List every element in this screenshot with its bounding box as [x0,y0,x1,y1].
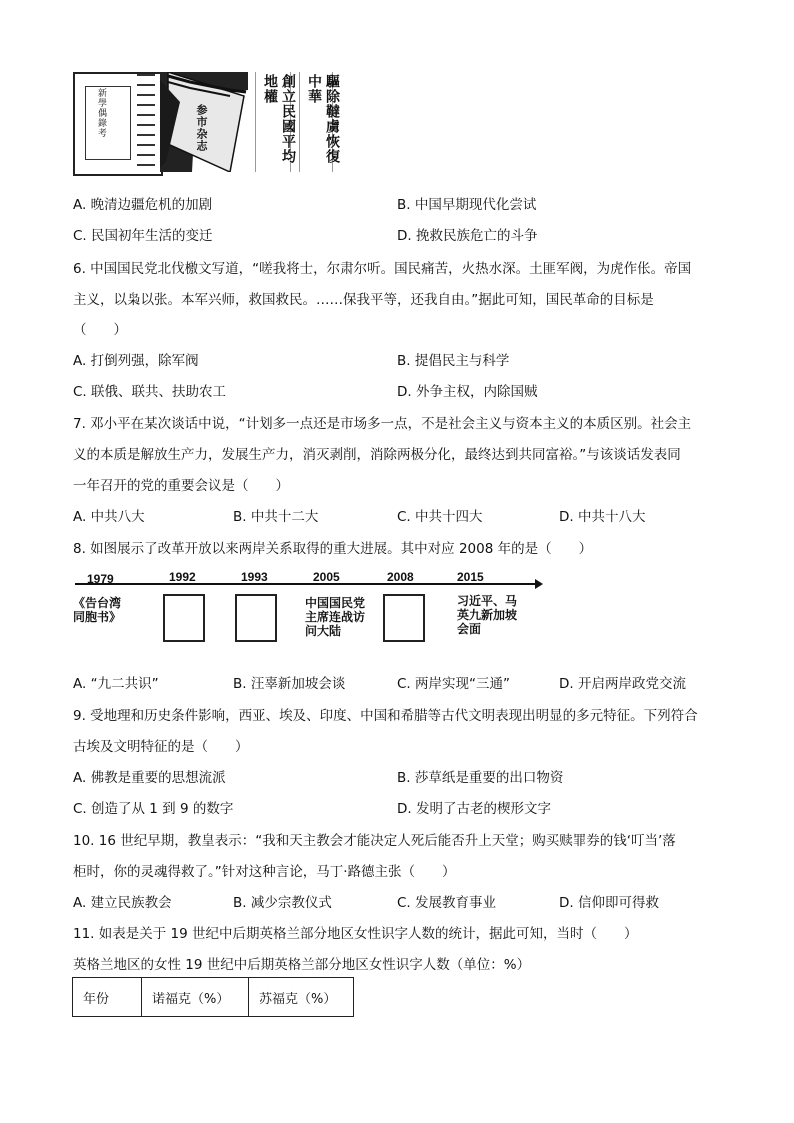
q6-answer-blank: （ ） [73,322,127,338]
timeline-blank-box-1992 [163,594,205,642]
q8-timeline [73,566,543,656]
book-title-text: 新學偶錄考 [96,88,106,138]
q5-option-a[interactable]: A. 晚清边疆危机的加剧 [73,197,213,213]
q8-stem-line1: 8. 如图展示了改革开放以来两岸关系取得的重大进展。其中对应 2008 年的是（ ） [73,541,593,557]
q7-option-b[interactable]: B. 中共十二大 [233,509,319,525]
timeline-year-2015: 2015 [457,570,484,584]
flag-banner-image [160,72,248,172]
q10-stem-line2: 柜时，你的灵魂得救了。”针对这种言论，马丁·路德主张（ ） [73,864,456,880]
q9-option-b[interactable]: B. 莎草纸是重要的出口物资 [397,770,564,786]
timeline-year-2005: 2005 [313,570,340,584]
q11-table-caption: 英格兰地区的女性 19 世纪中后期英格兰部分地区女性识字人数（单位：%） [73,957,531,973]
book-label [85,86,131,160]
q8-option-d[interactable]: D. 开启两岸政党交流 [559,676,686,692]
q10-stem-line1: 10. 16 世纪早期，教皇表示：“我和天主教会才能决定人死后能否升上天堂；购买赎罪券的钱‘叮当’落 [73,833,676,849]
q6-option-d[interactable]: D. 外争主权，内除国贼 [397,384,538,400]
q6-stem-line2: 主义，以枭以张。本军兴师，救国救民。……保我平等，还我自由。”据此可知，国民革命的目标是 [73,292,654,308]
table-header-row [73,978,354,1017]
q10-option-a[interactable]: A. 建立民族教会 [73,895,172,911]
timeline-event-1979: 《告台湾同胞书》 [73,596,122,624]
q7-option-d[interactable]: D. 中共十八大 [559,509,646,525]
timeline-year-1992: 1992 [169,570,196,584]
q10-option-d[interactable]: D. 信仰即可得救 [559,895,659,911]
q5-option-b[interactable]: B. 中国早期现代化尝试 [397,197,537,213]
q9-stem-line1: 9. 受地理和历史条件影响，西亚、埃及、印度、中国和希腊等古代文明表现出明显的多元特征。下列符合 [73,708,698,724]
q6-stem-line1: 6. 中国国民党北伐檄文写道，“嗟我将士，尔肃尔听。国民痛苦，火热水深。土匪军阀，为虎作伥。帝国 [73,261,692,277]
q6-option-c[interactable]: C. 联俄、联共、扶助农工 [73,384,227,400]
timeline-blank-box-2008 [383,594,425,642]
q9-stem-line2: 古埃及文明特征的是（ ） [73,739,249,755]
scroll-text-left: 創立民國平均地權 [262,74,296,164]
q9-option-a[interactable]: A. 佛教是重要的思想流派 [73,770,226,786]
q5-option-c[interactable]: C. 民国初年生活的变迁 [73,228,213,244]
q7-stem-line2: 义的本质是解放生产力，发展生产力，消灭剥削，消除两极分化，最终达到共同富裕。”与该谈话发表同 [73,447,681,463]
timeline-event-2005: 中国国民党主席连战访问大陆 [305,596,366,638]
banner-text: 参市杂志 [195,104,208,152]
q6-option-b[interactable]: B. 提倡民主与科学 [397,353,510,369]
q8-option-b[interactable]: B. 汪辜新加坡会谈 [233,676,346,692]
q8-option-a[interactable]: A. “九二共识” [73,676,159,692]
table-header-norfolk: 诺福克（%） [142,978,249,1017]
q7-stem-line1: 7. 邓小平在某次谈话中说，“计划多一点还是市场多一点，不是社会主义与资本主义的本质区别。社会主 [73,416,692,432]
q10-option-c[interactable]: C. 发展教育事业 [397,895,497,911]
q8-option-c[interactable]: C. 两岸实现“三通” [397,676,510,692]
table-header-year: 年份 [73,978,142,1017]
timeline-blank-box-1993 [235,594,277,642]
timeline-year-1979: 1979 [87,572,114,586]
book-binding [137,74,155,174]
table-header-suffolk: 苏福克（%） [249,978,354,1017]
q11-literacy-table [72,977,354,1017]
q5-option-d[interactable]: D. 挽救民族危亡的斗争 [397,228,538,244]
q10-option-b[interactable]: B. 减少宗教仪式 [233,895,332,911]
q9-option-c[interactable]: C. 创造了从 1 到 9 的数字 [73,801,234,817]
q11-stem-line1: 11. 如表是关于 19 世纪中后期英格兰部分地区女性识字人数的统计，据此可知，当时（ ） [73,926,638,942]
q7-option-c[interactable]: C. 中共十四大 [397,509,483,525]
timeline-year-1993: 1993 [241,570,268,584]
q6-option-a[interactable]: A. 打倒列强，除军阀 [73,353,199,369]
scroll-text-right: 驅除韃虜恢復中華 [306,74,340,164]
timeline-year-2008: 2008 [387,570,414,584]
slogan-scroll-image [251,72,340,172]
q7-stem-line3: 一年召开的党的重要会议是（ ） [73,478,289,494]
book-cover-image [73,72,163,176]
timeline-event-2015: 习近平、马英九新加坡会面 [457,594,518,636]
q9-option-d[interactable]: D. 发明了古老的楔形文字 [397,801,551,817]
q7-option-a[interactable]: A. 中共八大 [73,509,145,525]
